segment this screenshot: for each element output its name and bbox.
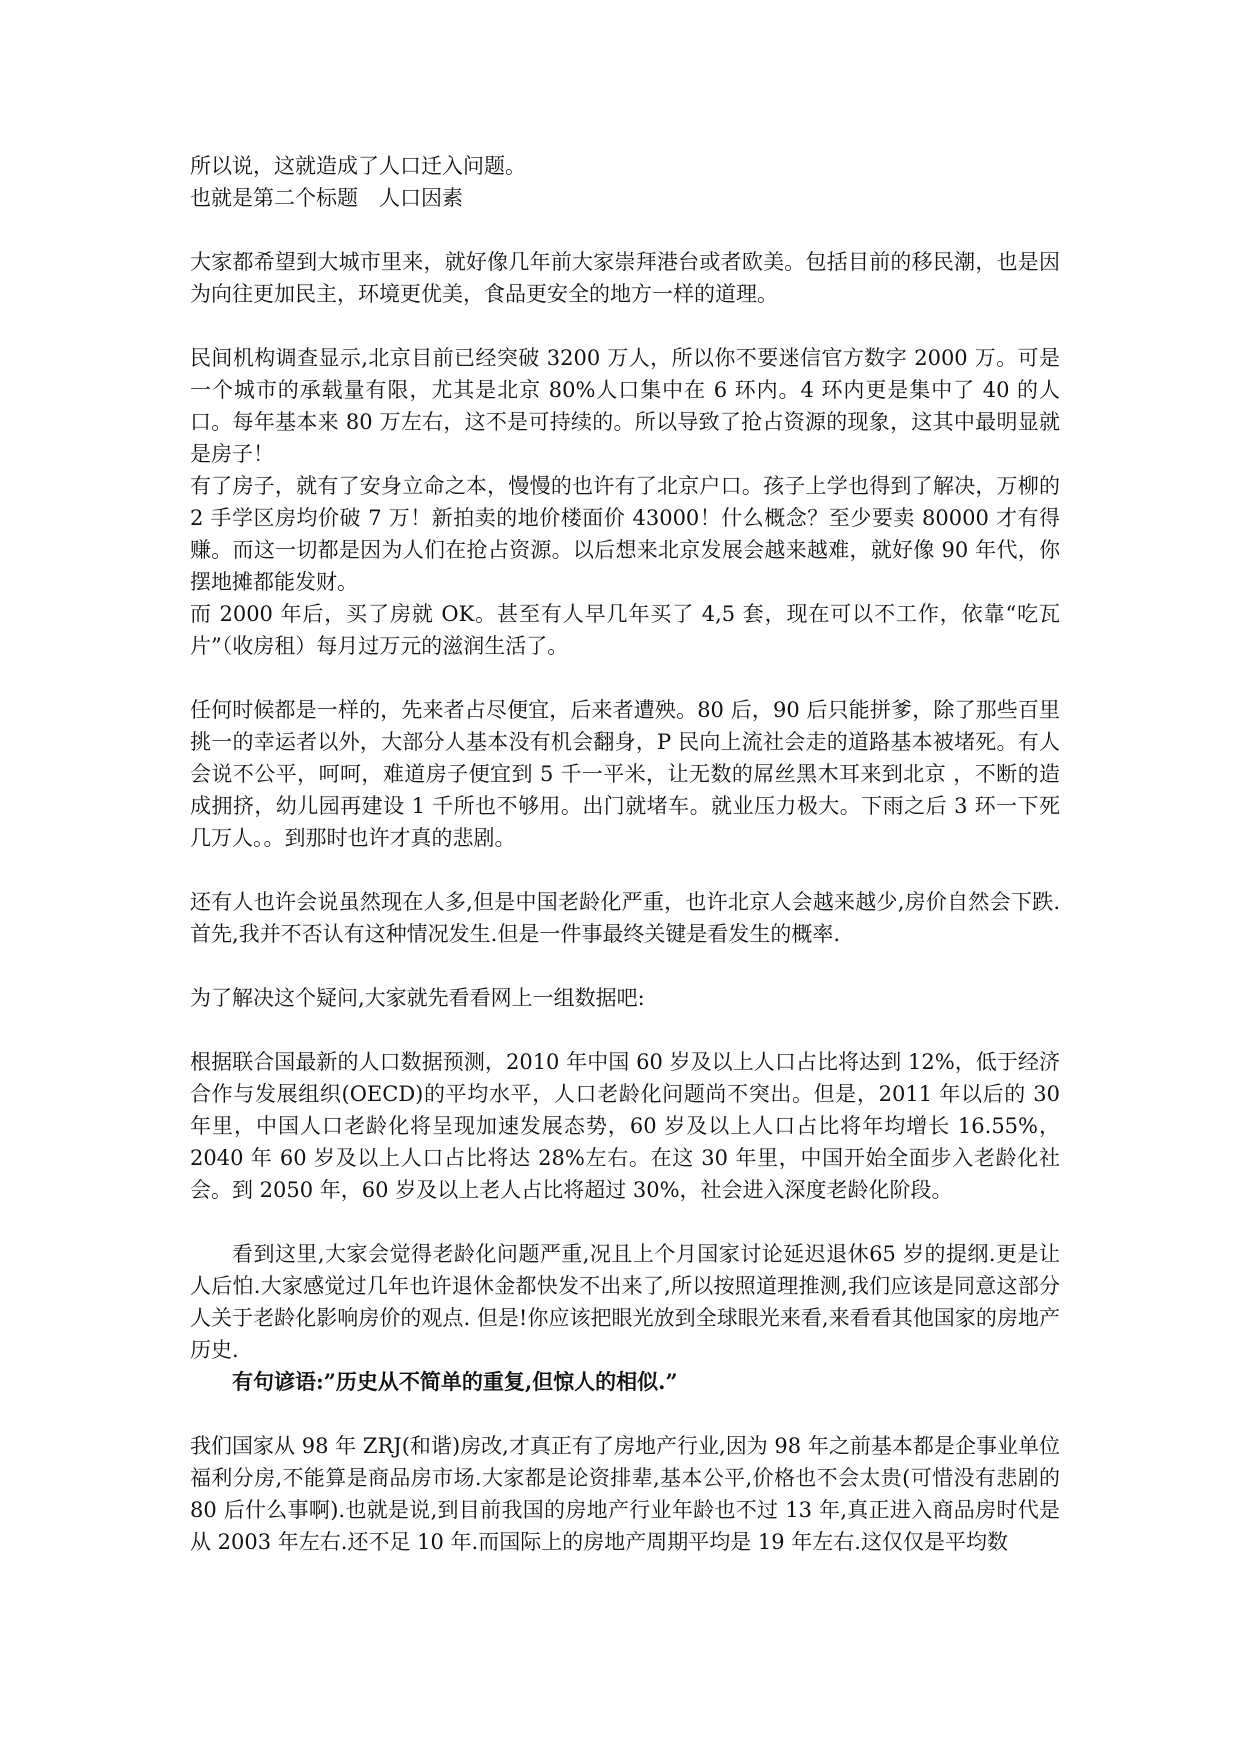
paragraph: 任何时候都是一样的，先来者占尽便宜，后来者遭殃。80 后，90 后只能拼爹，除了那些百里挑一的幸运者以外，大部分人基本没有机会翻身，P 民向上流社会走的道路基本被堵死。有人会说不公平，呵呵，难道房子便宜到 5 千一平米，让无数的屌丝黑木耳来到北京 ，不断的造成拥挤，幼儿园再建设 1 千所也不够用。出门就堵车。就业压力极大。下雨之后 3 环一下死几万人。。到那时也许才真的悲剧。 xyxy=(190,698,1060,850)
paragraph: 所以说，这就造成了人口迁入问题。 xyxy=(190,154,526,178)
paragraph: 我们国家从 98 年 ZRJ(和谐)房改,才真正有了房地产行业,因为 98 年之前基本都是企事业单位福利分房,不能算是商品房市场.大家都是论资排辈,基本公平,价格也不会太贵(可惜没有悲剧的 80 后什么事啊).也就是说,到目前我国的房地产行业年龄也不过 13 年,真正进入商品房时代是从 2003 年左右.还不足 10 年.而国际上的房地产周期平均是 19 年左右.这仅仅是平均数 xyxy=(190,1434,1060,1554)
paragraph: 民间机构调查显示,北京目前已经突破 3200 万人，所以你不要迷信官方数字 2000 万。可是一个城市的承载量有限，尤其是北京 80%人口集中在 6 环内。4 环内更是集中了 40 的人口。每年基本来 80 万左右，这不是可持续的。所以导致了抢占资源的现象，这其中最明显就是房子！ xyxy=(190,346,1060,466)
paragraph-gap xyxy=(190,1014,1060,1046)
paragraph: 还有人也许会说虽然现在人多,但是中国老龄化严重，也许北京人会越来越少,房价自然会下跌.首先,我并不否认有这种情况发生.但是一件事最终关键是看发生的概率. xyxy=(190,890,1060,946)
paragraph: 大家都希望到大城市里来，就好像几年前大家崇拜港台或者欧美。包括目前的移民潮，也是因为向往更加民主，环境更优美，食品更安全的地方一样的道理。 xyxy=(190,250,1060,306)
paragraph-gap xyxy=(190,1398,1060,1430)
paragraph: 有了房子，就有了安身立命之本，慢慢的也许有了北京户口。孩子上学也得到了解决，万柳的 2 手学区房均价破 7 万！新拍卖的地价楼面价 43000！什么概念？至少要卖 80000 才有得赚。而这一切都是因为人们在抢占资源。以后想来北京发展会越来越难，就好像 90 年代，你摆地摊都能发财。 xyxy=(190,474,1060,594)
paragraph-gap xyxy=(190,854,1060,886)
paragraph-gap xyxy=(190,1206,1060,1238)
paragraph-gap xyxy=(190,214,1060,246)
paragraph-gap xyxy=(190,662,1060,694)
paragraph: 而 2000 年后，买了房就 OK。甚至有人早几年买了 4,5 套，现在可以不工作，依靠“吃瓦片”（收房租）每月过万元的滋润生活了。 xyxy=(190,602,1060,658)
paragraph: 看到这里,大家会觉得老龄化问题严重,况且上个月国家讨论延迟退休65 岁的提纲.更是让人后怕.大家感觉过几年也许退休金都快发不出来了,所以按照道理推测,我们应该是同意这部分人关于老龄化影响房价的观点. 但是!你应该把眼光放到全球眼光来看,来看看其他国家的房地产历史. xyxy=(190,1242,1060,1362)
document-body xyxy=(190,150,1060,1558)
proverb-line: 有句谚语:”历史从不简单的重复,但惊人的相似.” xyxy=(232,1369,678,1394)
paragraph: 为了解决这个疑问,大家就先看看网上一组数据吧: xyxy=(190,986,645,1010)
section-heading-line: 也就是第二个标题 人口因素 xyxy=(190,186,463,210)
data-quote-paragraph: 根据联合国最新的人口数据预测，2010 年中国 60 岁及以上人口占比将达到 12%，低于经济合作与发展组织(OECD)的平均水平，人口老龄化问题尚不突出。但是，2011 年以后的 30 年里，中国人口老龄化将呈现加速发展态势，60 岁及以上人口占比将年均增长 16.55%，2040 年 60 岁及以上人口占比将达 28%左右。在这 30 年里，中国开始全面步入老龄化社会。到 2050 年，60 岁及以上老人占比将超过 30%，社会进入深度老龄化阶段。 xyxy=(190,1050,1060,1202)
paragraph-gap xyxy=(190,310,1060,342)
paragraph-gap xyxy=(190,950,1060,982)
